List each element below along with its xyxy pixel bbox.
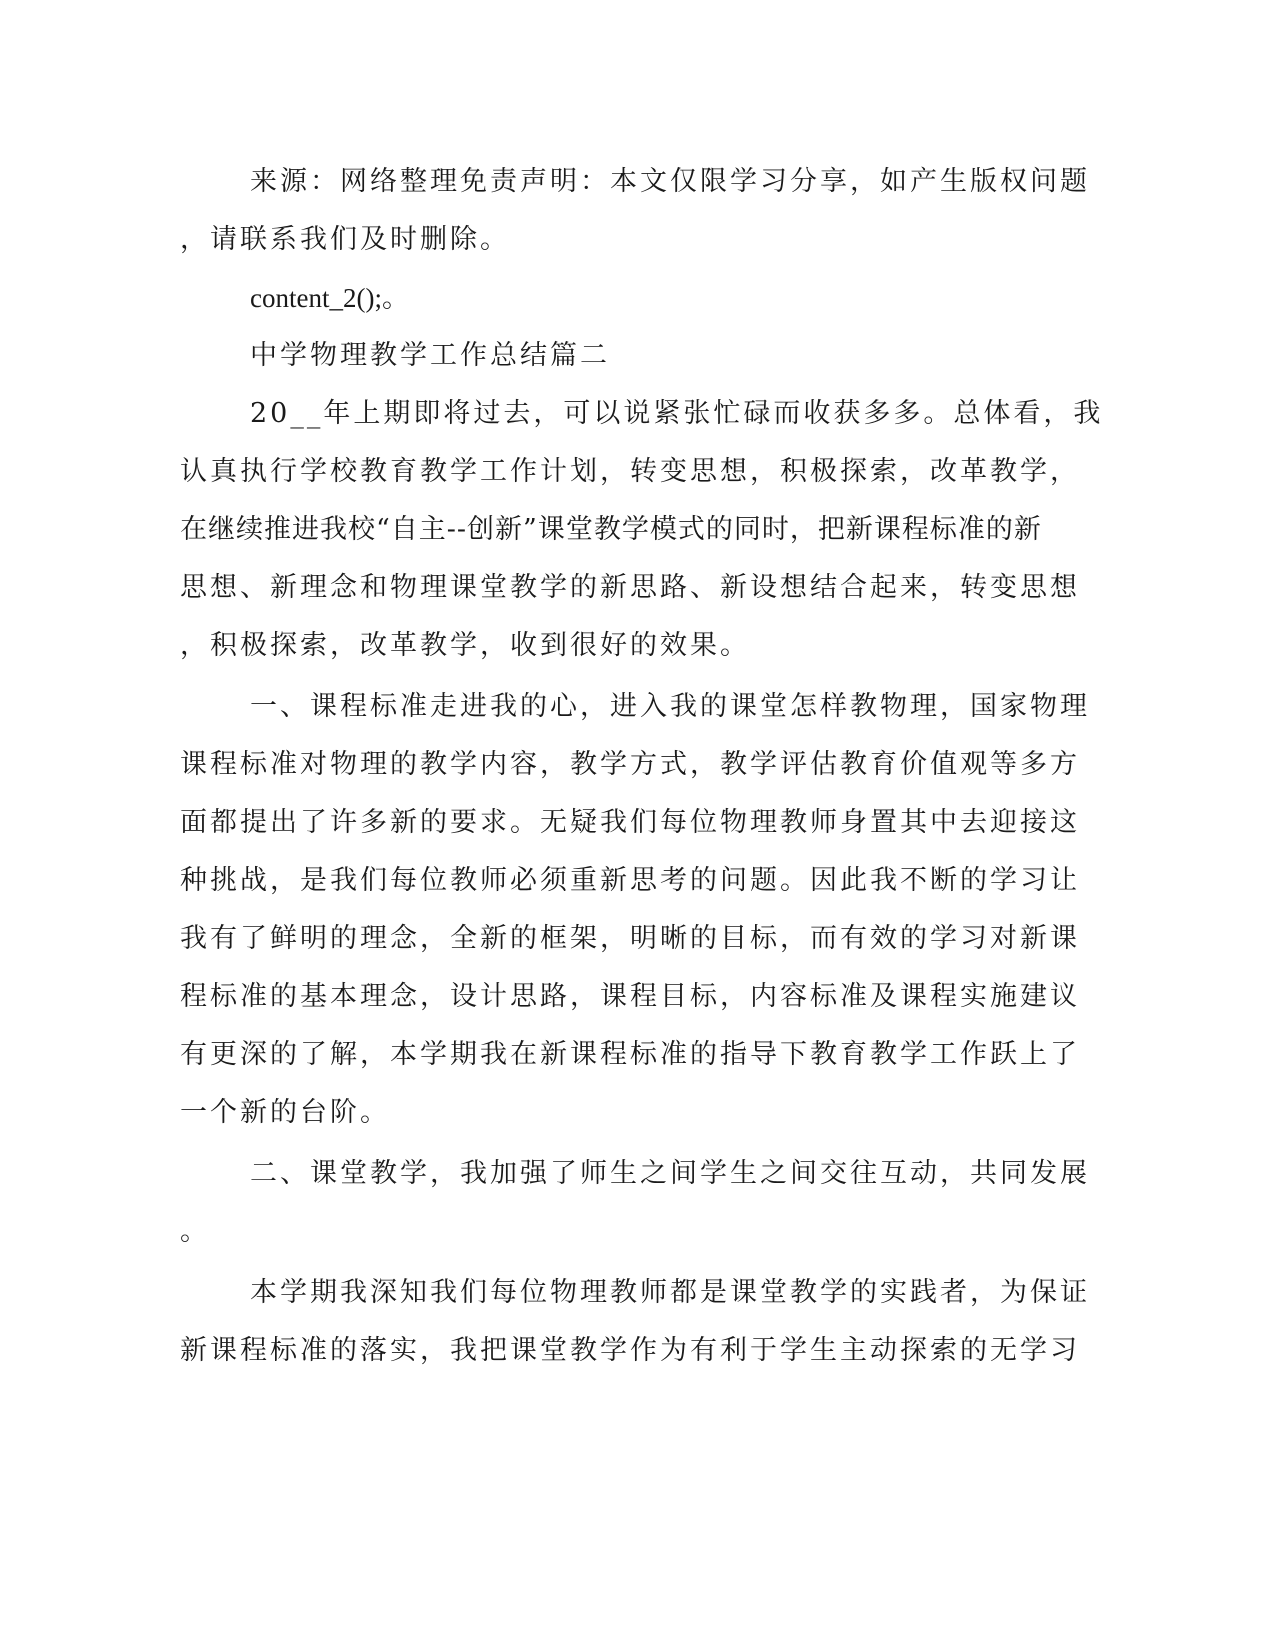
paragraph-1-line-3: 在继续推进我校“自主--创新”课堂教学模式的同时，把新课程标准的新 — [180, 514, 1042, 545]
section-heading: 中学物理教学工作总结篇二 — [250, 340, 610, 371]
disclaimer-line-2: ，请联系我们及时删除。 — [180, 224, 510, 255]
paragraph-3-line-1: 二、课堂教学，我加强了师生之间学生之间交往互动，共同发展 — [250, 1158, 1090, 1189]
paragraph-2-line-6: 程标准的基本理念，设计思路，课程目标，内容标准及课程实施建议 — [180, 981, 1080, 1012]
paragraph-2-line-8: 一个新的台阶。 — [180, 1097, 390, 1128]
paragraph-1-line-1: 20__年上期即将过去，可以说紧张忙碌而收获多多。总体看，我 — [250, 398, 1104, 429]
paragraph-2-line-3: 面都提出了许多新的要求。无疑我们每位物理教师身置其中去迎接这 — [180, 807, 1080, 838]
paragraph-2-line-4: 种挑战，是我们每位教师必须重新思考的问题。因此我不断的学习让 — [180, 865, 1080, 896]
disclaimer-line-1: 来源：网络整理免责声明：本文仅限学习分享，如产生版权问题 — [250, 166, 1090, 197]
paragraph-2-line-5: 我有了鲜明的理念，全新的框架，明晰的目标，而有效的学习对新课 — [180, 923, 1080, 954]
paragraph-1-line-4: 思想、新理念和物理课堂教学的新思路、新设想结合起来，转变思想 — [180, 572, 1080, 603]
paragraph-2-line-7: 有更深的了解，本学期我在新课程标准的指导下教育教学工作跃上了 — [180, 1039, 1080, 1070]
paragraph-1-line-5: ，积极探索，改革教学，收到很好的效果。 — [180, 630, 750, 661]
paragraph-1-line-2: 认真执行学校教育教学工作计划，转变思想，积极探索，改革教学， — [180, 456, 1080, 487]
placeholder-code-line: content_2();。 — [250, 283, 409, 313]
paragraph-4-line-2: 新课程标准的落实，我把课堂教学作为有利于学生主动探索的无学习 — [180, 1335, 1080, 1366]
paragraph-3-line-2: 。 — [180, 1216, 210, 1247]
paragraph-2-line-1: 一、课程标准走进我的心，进入我的课堂怎样教物理，国家物理 — [250, 691, 1090, 722]
paragraph-4-line-1: 本学期我深知我们每位物理教师都是课堂教学的实践者，为保证 — [250, 1277, 1090, 1308]
paragraph-2-line-2: 课程标准对物理的教学内容，教学方式，教学评估教育价值观等多方 — [180, 749, 1080, 780]
